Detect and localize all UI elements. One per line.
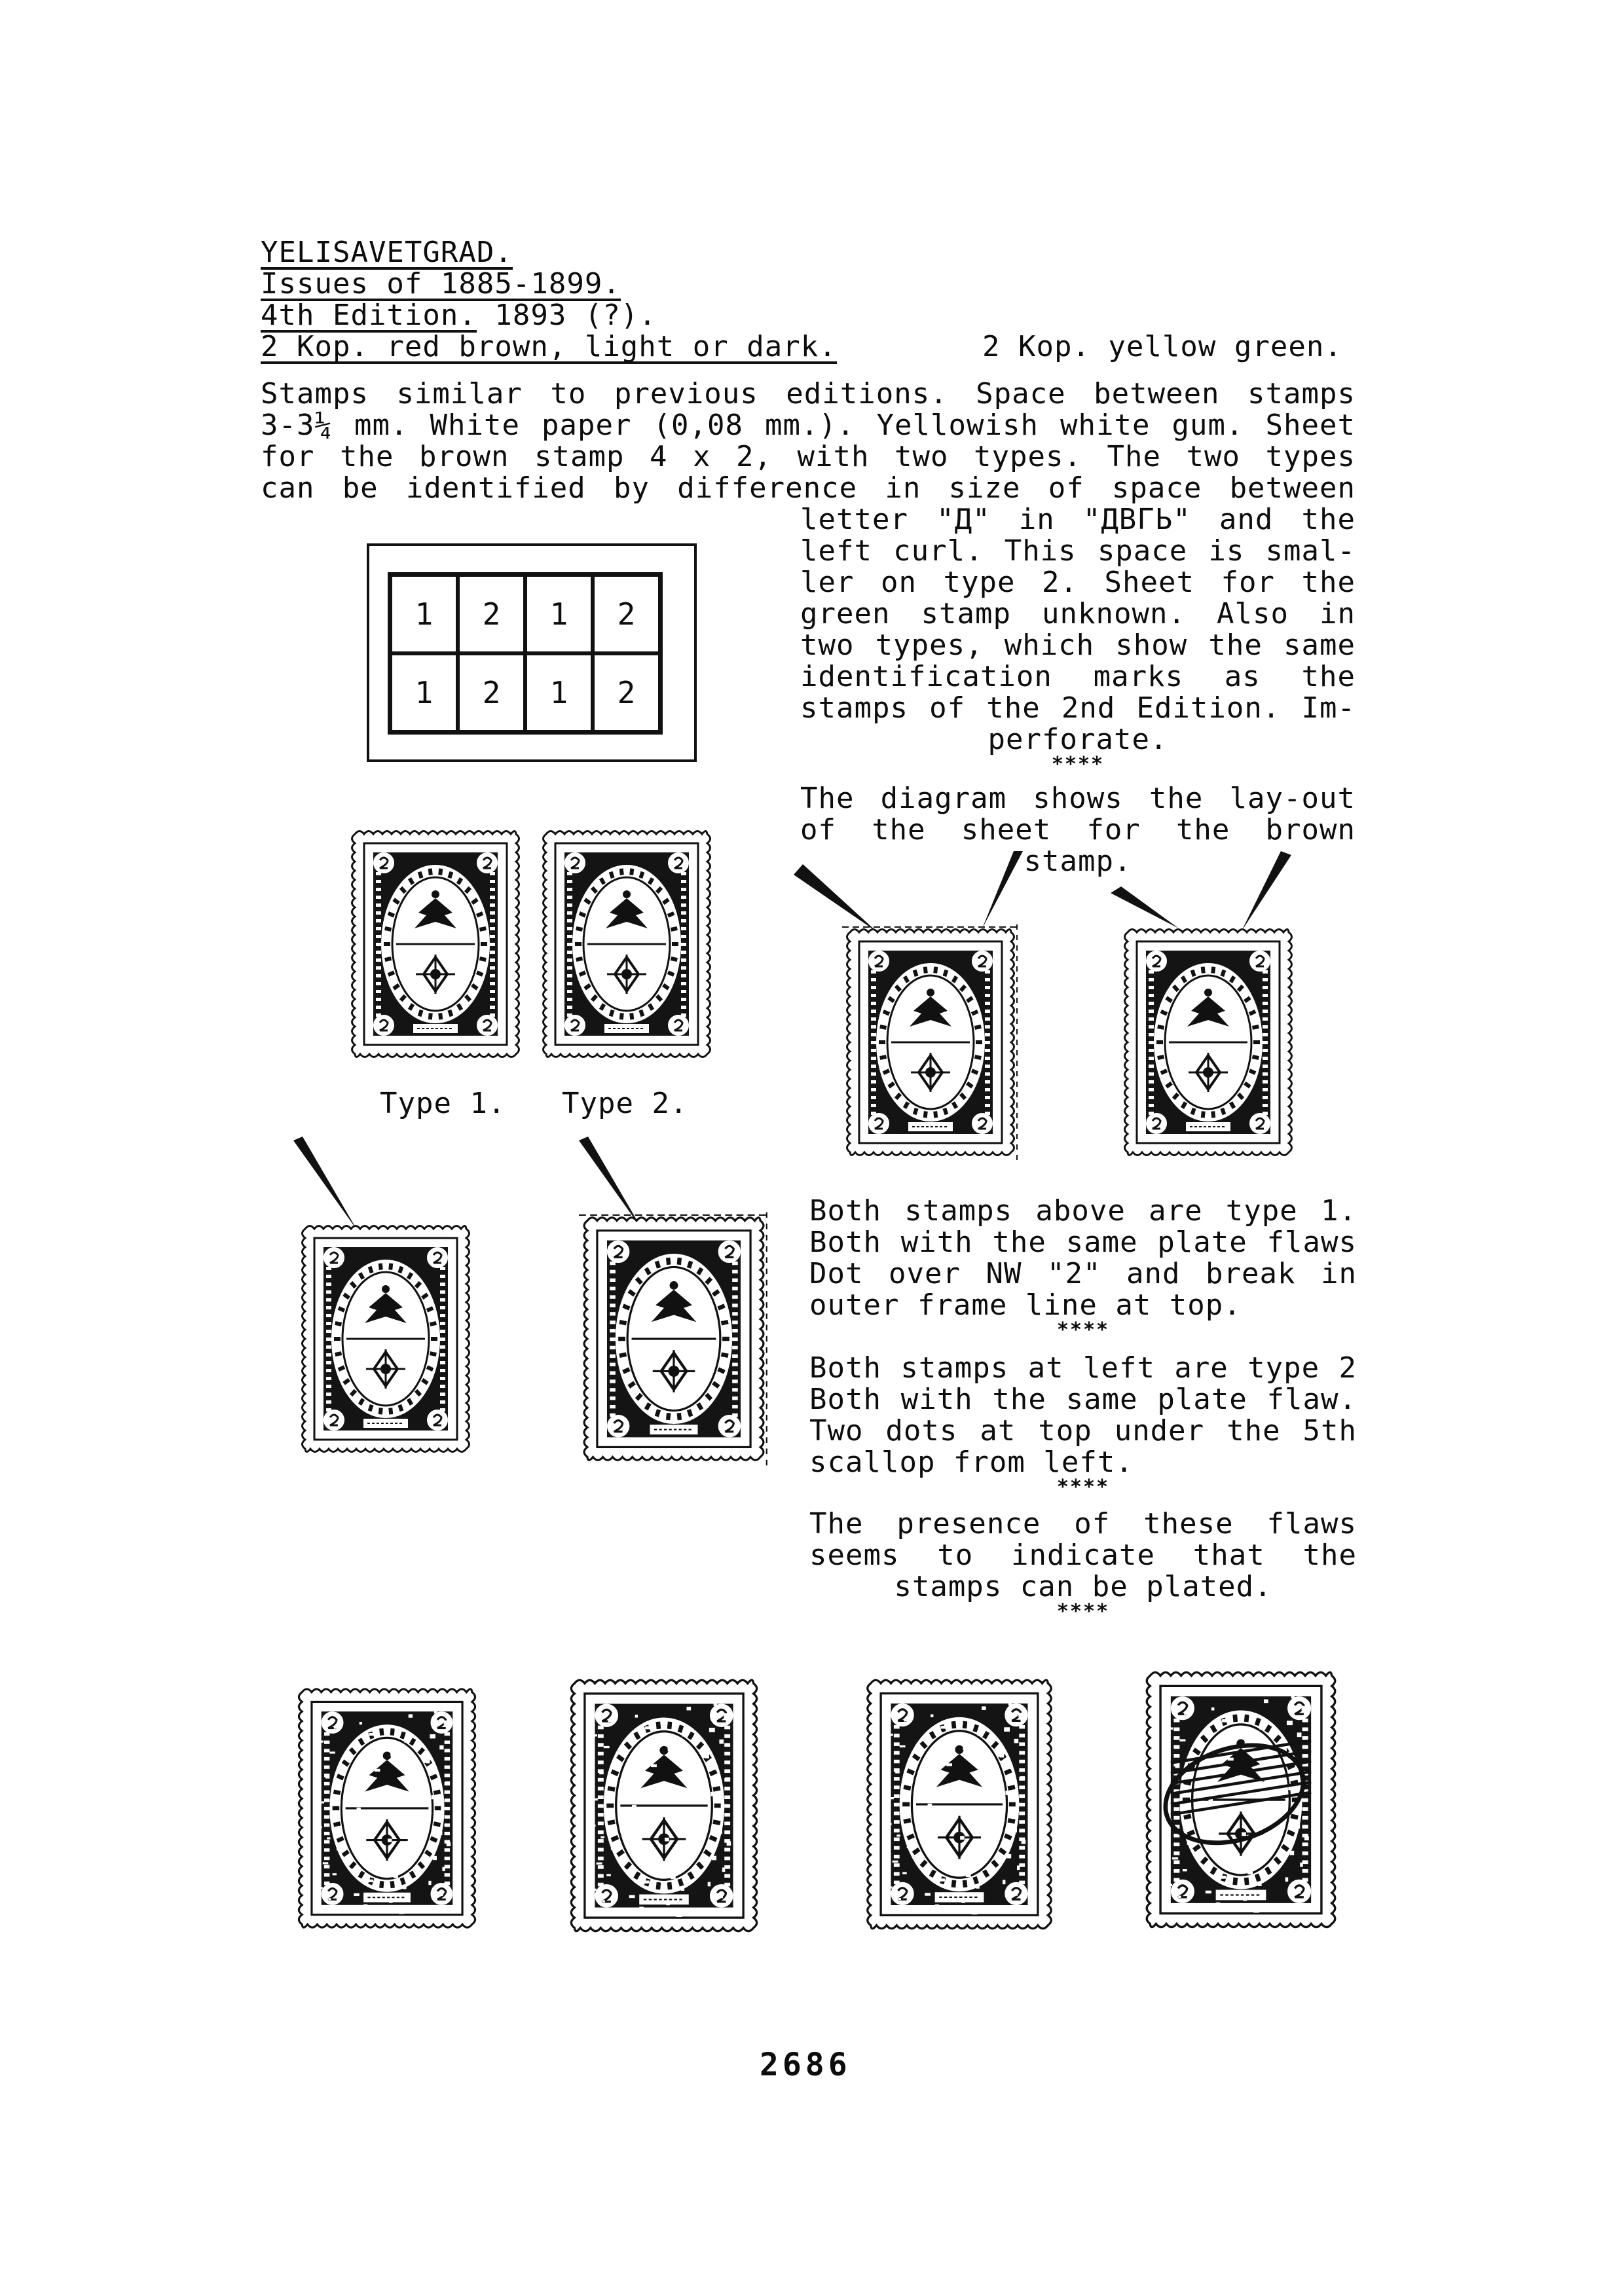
edition-label: 4th Edition. — [261, 299, 477, 332]
flaw-note-1-line-2: Both with the same plate flaws — [809, 1226, 1357, 1259]
stamp-image — [561, 1675, 767, 1937]
right-line-2: left curl. This space is smal- — [800, 534, 1356, 568]
flaw-note-2-line-3: Two dots at top under the 5th — [809, 1414, 1357, 1448]
pointer-arrow — [1242, 851, 1291, 931]
plating-line-1: The presence of these flaws — [809, 1507, 1357, 1540]
separator-4: **** — [1056, 1600, 1110, 1623]
type-2-label: Type 2. — [562, 1087, 688, 1120]
type-1-label: Type 1. — [380, 1087, 506, 1120]
separator-2: **** — [1056, 1319, 1110, 1341]
stamp-image — [297, 1220, 474, 1457]
right-line-4: green stamp unknown. Also in — [800, 597, 1356, 630]
right-line-5: two types, which show the same — [800, 629, 1356, 662]
stamp-type-2-image — [538, 826, 715, 1062]
pointer-arrow — [1111, 886, 1179, 928]
right-line-6: identification marks as the — [800, 660, 1356, 693]
stamp-image — [1113, 924, 1303, 1160]
title-town: YELISAVETGRAD. — [261, 236, 513, 269]
intro-line-3: for the brown stamp 4 x 2, with two types. The two types — [261, 440, 1356, 473]
stamp-image — [579, 1211, 769, 1467]
flaw-note-2-line-4: scallop from left. — [809, 1446, 1134, 1479]
stamp-image — [1139, 1667, 1342, 1933]
stamp-type-1-image — [347, 826, 524, 1062]
stamp-image — [858, 1675, 1061, 1934]
pointer-arrow — [794, 864, 877, 932]
stamp-brown: 2 Kop. red brown, light or dark. — [261, 330, 837, 363]
stamp-image — [292, 1684, 482, 1933]
right-line-1: letter "Д" in "ДВГЬ" and the — [800, 503, 1356, 536]
flaw-note-2-line-1: Both stamps at left are type 2 — [809, 1351, 1357, 1385]
pointer-arrow — [293, 1137, 358, 1231]
right-line-8: perforate. — [987, 723, 1168, 756]
flaw-note-1-line-4: outer frame line at top. — [809, 1288, 1242, 1322]
sheet-cell: 2 — [458, 653, 525, 732]
sheet-cell: 2 — [593, 653, 660, 732]
plating-line-2: seems to indicate that the — [809, 1539, 1357, 1572]
edition-year: 1893 (?). — [476, 299, 657, 332]
page-number: 2686 — [760, 2047, 851, 2083]
right-line-3: ler on type 2. Sheet for the — [800, 566, 1356, 599]
separator-3: **** — [1056, 1476, 1110, 1499]
sheet-cell: 1 — [525, 653, 593, 732]
sheet-cell: 2 — [458, 575, 525, 653]
caption-line-3: stamp. — [1024, 845, 1132, 878]
caption-line-1: The diagram shows the lay-out — [800, 782, 1356, 815]
sheet-cell: 1 — [525, 575, 593, 653]
issues-label: Issues of 1885-1899. — [261, 267, 621, 301]
caption-line-2: of the sheet for the brown — [800, 813, 1356, 847]
flaw-note-1-line-1: Both stamps above are type 1. — [809, 1194, 1357, 1228]
stamp-green: 2 Kop. yellow green. — [982, 330, 1342, 363]
flaw-note-2-line-2: Both with the same plate flaw. — [809, 1383, 1357, 1416]
separator-1: **** — [1051, 753, 1105, 776]
intro-line-4: can be identified by difference in size of space between — [261, 471, 1356, 505]
intro-line-2: 3-3¼ mm. White paper (0,08 mm.). Yellowish white gum. Sheet — [261, 409, 1356, 442]
sheet-cell: 1 — [390, 653, 458, 732]
sheet-cell: 2 — [593, 575, 660, 653]
stamp-image — [830, 924, 1031, 1160]
flaw-note-1-line-3: Dot over NW "2" and break in — [809, 1257, 1357, 1290]
right-line-7: stamps of the 2nd Edition. Im- — [800, 691, 1356, 725]
intro-line-1: Stamps similar to previous editions. Space between stamps — [261, 377, 1356, 410]
plating-line-3: stamps can be plated. — [894, 1570, 1272, 1603]
sheet-cell: 1 — [390, 575, 458, 653]
pointer-arrow — [982, 851, 1023, 928]
